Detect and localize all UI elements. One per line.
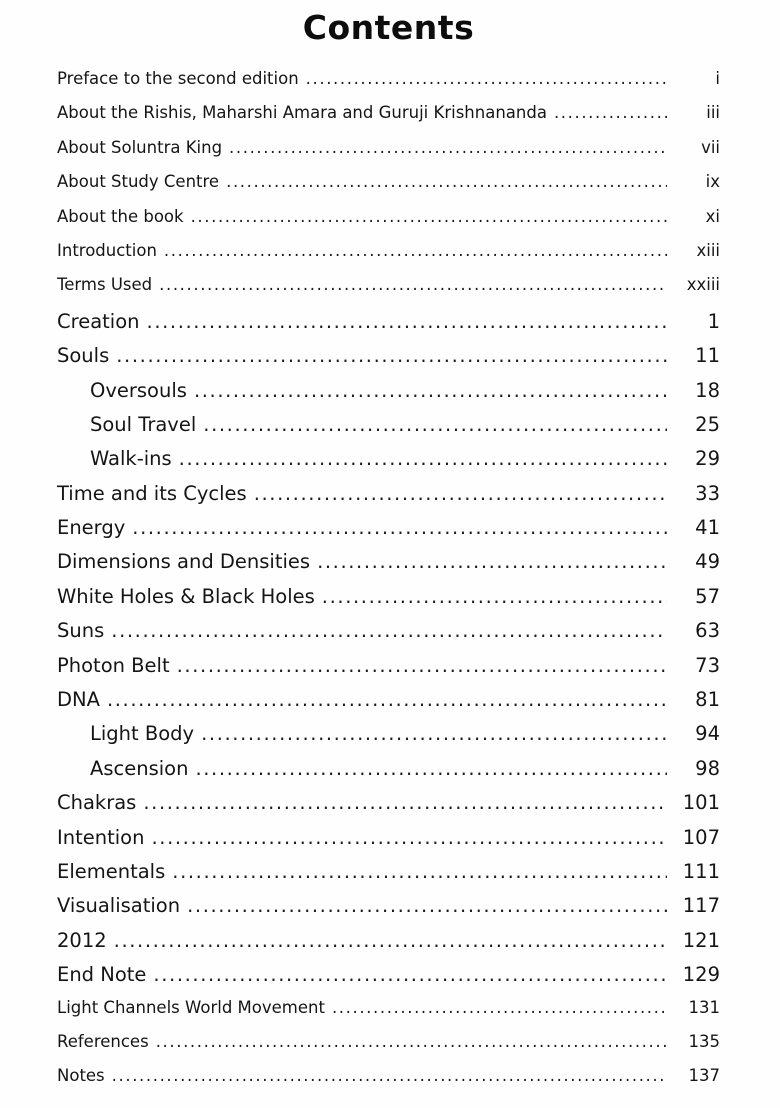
dot-leader — [203, 413, 667, 436]
dot-leader — [306, 69, 667, 88]
dot-leader — [332, 998, 667, 1017]
toc-entry-page: 135 — [688, 1031, 720, 1051]
toc-entry — [57, 860, 720, 894]
toc-entry — [57, 310, 720, 344]
toc-entry-label: Walk-ins — [90, 447, 172, 471]
toc-entry-page: xxiii — [686, 275, 720, 295]
toc-entry-page: 18 — [695, 378, 720, 402]
toc-entry-label: Light Body — [90, 722, 195, 746]
dot-leader — [194, 379, 667, 402]
toc-entry-page: 111 — [682, 859, 720, 883]
toc-entry — [57, 241, 720, 275]
toc-entry-page: 94 — [695, 722, 720, 746]
page-title: Contents — [302, 8, 475, 47]
dot-leader — [164, 241, 667, 260]
dot-leader — [177, 654, 667, 677]
toc-entry — [57, 757, 720, 791]
toc-entry-label: Visualisation — [57, 894, 181, 918]
toc-entry-label: Oversouls — [90, 378, 187, 402]
dot-leader — [554, 103, 667, 122]
toc-entry-label: Souls — [57, 344, 110, 368]
toc-entry-label: Notes — [57, 1066, 105, 1086]
dot-leader — [143, 791, 667, 814]
toc-entry-label: Elementals — [57, 859, 166, 883]
toc-entry-page: 41 — [695, 516, 720, 540]
toc-entry-label: Ascension — [90, 756, 189, 780]
toc-entry-label: About Soluntra King — [57, 137, 223, 157]
toc-entry — [57, 963, 720, 997]
toc-entry-page: 101 — [682, 791, 720, 815]
dot-leader — [226, 172, 667, 191]
toc-entry — [57, 379, 720, 413]
toc-entry-label: 2012 — [57, 928, 107, 952]
toc-entry — [57, 447, 720, 481]
dot-leader — [229, 138, 667, 157]
toc-entry-label: Preface to the second edition — [57, 69, 299, 88]
toc-entry-page: 117 — [682, 894, 720, 918]
toc-entry-label: Terms Used — [57, 275, 153, 295]
dot-leader — [153, 963, 667, 986]
toc-entry — [57, 103, 720, 137]
dot-leader — [317, 550, 667, 573]
toc-entry — [57, 654, 720, 688]
toc-entry-label: About the book — [57, 206, 184, 226]
dot-leader — [107, 688, 667, 711]
toc-entry-page: 98 — [695, 756, 720, 780]
toc-entry-page: 107 — [682, 825, 720, 849]
toc-entry — [57, 482, 720, 516]
toc-entry — [57, 550, 720, 584]
toc-entry-page: 29 — [695, 447, 720, 471]
toc-entry-page: ix — [705, 172, 720, 192]
toc-entry-label: Energy — [57, 516, 126, 540]
toc-entry-page: 57 — [695, 584, 720, 608]
toc-entry — [57, 1032, 720, 1066]
toc-entry-page: 81 — [695, 688, 720, 712]
dot-leader — [156, 1032, 667, 1051]
toc-entry — [57, 516, 720, 550]
dot-leader — [254, 482, 667, 505]
dot-leader — [159, 275, 667, 294]
dot-leader — [132, 516, 667, 539]
dot-leader — [111, 619, 667, 642]
toc-entry — [57, 69, 720, 103]
toc-entry-page: 11 — [695, 344, 720, 368]
toc-entry-label: About Study Centre — [57, 172, 220, 192]
toc-entry-page: i — [715, 69, 720, 88]
dot-leader — [322, 585, 667, 608]
toc-entry-page: 137 — [688, 1066, 720, 1086]
dot-leader — [116, 344, 667, 367]
dot-leader — [147, 310, 667, 333]
toc-entry-page: 1 — [707, 309, 720, 333]
toc-entry-label: References — [57, 1031, 149, 1051]
dot-leader — [172, 860, 667, 883]
toc-entry — [57, 929, 720, 963]
toc-entry — [57, 585, 720, 619]
toc-entry-page: xi — [705, 206, 720, 226]
dot-leader — [201, 722, 667, 745]
toc-entry-page: 121 — [682, 928, 720, 952]
toc-entry — [57, 413, 720, 447]
toc-entry-label: Chakras — [57, 791, 137, 815]
toc-entries — [57, 69, 720, 1101]
toc-entry — [57, 894, 720, 928]
dot-leader — [151, 826, 667, 849]
toc-entry-label: White Holes & Black Holes — [57, 584, 315, 608]
toc-entry — [57, 619, 720, 653]
toc-entry-label: Suns — [57, 619, 105, 643]
dot-leader — [112, 1066, 667, 1085]
toc-entry-label: Light Channels World Movement — [57, 997, 325, 1017]
toc-entry-page: 49 — [695, 550, 720, 574]
toc-entry-label: DNA — [57, 688, 100, 712]
dot-leader — [191, 207, 667, 226]
toc-entry-page: xiii — [696, 240, 720, 260]
toc-entry-page: 129 — [682, 963, 720, 987]
toc-entry — [57, 207, 720, 241]
toc-entry-label: Photon Belt — [57, 653, 170, 677]
dot-leader — [195, 757, 667, 780]
toc-entry — [57, 722, 720, 756]
toc-entry-page: 73 — [695, 653, 720, 677]
dot-leader — [114, 929, 667, 952]
toc-entry-page: iii — [706, 103, 720, 123]
toc-entry-page: 25 — [695, 412, 720, 436]
toc-entry — [57, 826, 720, 860]
toc-entry — [57, 791, 720, 825]
toc-entry — [57, 1066, 720, 1100]
toc-entry — [57, 998, 720, 1032]
toc-entry-label: Soul Travel — [90, 412, 197, 436]
toc-entry — [57, 344, 720, 378]
toc-entry-label: Intention — [57, 825, 145, 849]
toc-entry — [57, 688, 720, 722]
toc-entry — [57, 275, 720, 309]
toc-entry — [57, 172, 720, 206]
dot-leader — [179, 447, 667, 470]
toc-entry-page: 131 — [688, 997, 720, 1017]
toc-entry-label: About the Rishis, Maharshi Amara and Guruji Krishnananda — [57, 103, 547, 123]
toc-entry-label: Dimensions and Densities — [57, 550, 311, 574]
toc-entry-label: Time and its Cycles — [57, 481, 247, 505]
toc-entry-page: 33 — [695, 481, 720, 505]
toc-entry — [57, 138, 720, 172]
dot-leader — [187, 894, 667, 917]
toc-entry-label: Introduction — [57, 240, 157, 260]
toc-entry-label: End Note — [57, 963, 147, 987]
toc-entry-label: Creation — [57, 309, 140, 333]
toc-entry-page: vii — [701, 137, 720, 157]
toc-entry-page: 63 — [695, 619, 720, 643]
